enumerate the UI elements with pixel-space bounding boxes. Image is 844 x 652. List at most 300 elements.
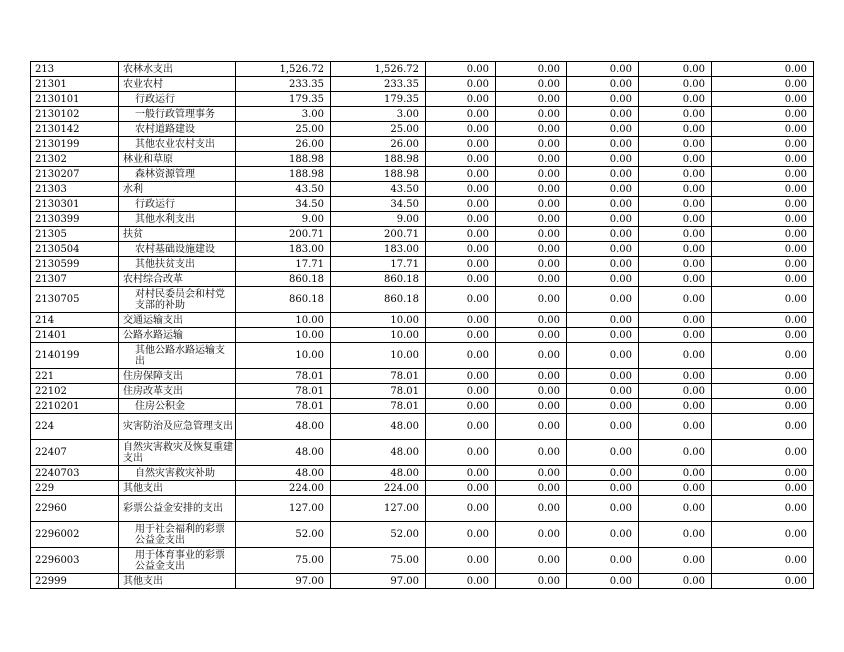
amount-cell: 0.00	[639, 92, 712, 107]
amount-cell: 0.00	[426, 182, 496, 197]
budget-table	[30, 61, 814, 589]
item-code: 229	[31, 481, 119, 496]
amount-cell: 48.00	[331, 440, 426, 466]
amount-cell: 0.00	[426, 496, 496, 522]
item-name: 农林水支出	[119, 62, 236, 77]
amount-cell: 26.00	[236, 137, 331, 152]
table-row	[31, 257, 814, 272]
table-row	[31, 182, 814, 197]
amount-cell: 0.00	[496, 369, 567, 384]
item-code: 2130102	[31, 107, 119, 122]
amount-cell: 17.71	[236, 257, 331, 272]
item-name: 其他支出	[119, 574, 236, 589]
item-name: 其他公路水路运输支出	[119, 343, 236, 369]
amount-cell: 860.18	[236, 287, 331, 313]
amount-cell: 0.00	[712, 287, 814, 313]
amount-cell: 0.00	[567, 399, 639, 414]
amount-cell: 0.00	[712, 197, 814, 212]
amount-cell: 0.00	[639, 466, 712, 481]
item-name: 自然灾害救灾及恢复重建支出	[119, 440, 236, 466]
item-code: 213	[31, 62, 119, 77]
amount-cell: 0.00	[712, 107, 814, 122]
amount-cell: 0.00	[712, 62, 814, 77]
amount-cell: 0.00	[639, 313, 712, 328]
item-code: 21305	[31, 227, 119, 242]
amount-cell: 78.01	[331, 369, 426, 384]
amount-cell: 0.00	[639, 182, 712, 197]
amount-cell: 0.00	[639, 369, 712, 384]
amount-cell: 0.00	[567, 242, 639, 257]
table-row	[31, 62, 814, 77]
amount-cell: 0.00	[496, 152, 567, 167]
amount-cell: 0.00	[639, 212, 712, 227]
amount-cell: 0.00	[426, 197, 496, 212]
amount-cell: 0.00	[496, 137, 567, 152]
amount-cell: 10.00	[236, 313, 331, 328]
item-code: 2240703	[31, 466, 119, 481]
amount-cell: 75.00	[331, 548, 426, 574]
table-row	[31, 152, 814, 167]
amount-cell: 0.00	[567, 440, 639, 466]
amount-cell: 183.00	[236, 242, 331, 257]
amount-cell: 0.00	[639, 574, 712, 589]
item-code: 2140199	[31, 343, 119, 369]
table-row	[31, 272, 814, 287]
amount-cell: 0.00	[567, 107, 639, 122]
amount-cell: 0.00	[567, 152, 639, 167]
amount-cell: 0.00	[567, 227, 639, 242]
amount-cell: 0.00	[639, 399, 712, 414]
item-name: 行政运行	[119, 92, 236, 107]
item-code: 2130399	[31, 212, 119, 227]
amount-cell: 0.00	[712, 466, 814, 481]
amount-cell: 0.00	[567, 343, 639, 369]
amount-cell: 43.50	[331, 182, 426, 197]
amount-cell: 0.00	[496, 227, 567, 242]
amount-cell: 0.00	[496, 384, 567, 399]
amount-cell: 224.00	[331, 481, 426, 496]
item-code: 2130504	[31, 242, 119, 257]
amount-cell: 0.00	[639, 287, 712, 313]
amount-cell: 0.00	[639, 522, 712, 548]
amount-cell: 0.00	[567, 197, 639, 212]
item-code: 2210201	[31, 399, 119, 414]
table-row	[31, 440, 814, 466]
amount-cell: 0.00	[639, 481, 712, 496]
amount-cell: 0.00	[712, 272, 814, 287]
amount-cell: 0.00	[496, 197, 567, 212]
amount-cell: 0.00	[567, 212, 639, 227]
amount-cell: 43.50	[236, 182, 331, 197]
amount-cell: 0.00	[712, 369, 814, 384]
amount-cell: 0.00	[567, 62, 639, 77]
item-code: 21307	[31, 272, 119, 287]
amount-cell: 0.00	[426, 212, 496, 227]
amount-cell: 0.00	[712, 399, 814, 414]
amount-cell: 48.00	[331, 466, 426, 481]
amount-cell: 0.00	[496, 182, 567, 197]
amount-cell: 0.00	[496, 62, 567, 77]
table-row	[31, 496, 814, 522]
amount-cell: 0.00	[426, 257, 496, 272]
table-row	[31, 313, 814, 328]
amount-cell: 0.00	[712, 440, 814, 466]
amount-cell: 78.01	[236, 399, 331, 414]
amount-cell: 0.00	[639, 107, 712, 122]
amount-cell: 0.00	[712, 92, 814, 107]
item-name: 彩票公益金安排的支出	[119, 496, 236, 522]
amount-cell: 0.00	[496, 399, 567, 414]
amount-cell: 0.00	[426, 522, 496, 548]
amount-cell: 0.00	[712, 167, 814, 182]
amount-cell: 34.50	[331, 197, 426, 212]
amount-cell: 0.00	[496, 77, 567, 92]
amount-cell: 97.00	[331, 574, 426, 589]
item-code: 214	[31, 313, 119, 328]
table-row	[31, 466, 814, 481]
item-code: 22407	[31, 440, 119, 466]
amount-cell: 0.00	[496, 414, 567, 440]
amount-cell: 0.00	[426, 466, 496, 481]
amount-cell: 0.00	[496, 257, 567, 272]
item-code: 21303	[31, 182, 119, 197]
amount-cell: 0.00	[496, 548, 567, 574]
amount-cell: 0.00	[426, 242, 496, 257]
amount-cell: 78.01	[236, 369, 331, 384]
amount-cell: 0.00	[496, 242, 567, 257]
amount-cell: 0.00	[712, 137, 814, 152]
amount-cell: 0.00	[712, 227, 814, 242]
amount-cell: 52.00	[236, 522, 331, 548]
amount-cell: 0.00	[567, 257, 639, 272]
table-row	[31, 548, 814, 574]
item-name: 交通运输支出	[119, 313, 236, 328]
table-row	[31, 167, 814, 182]
table-row	[31, 414, 814, 440]
amount-cell: 0.00	[639, 227, 712, 242]
item-name: 农村基础设施建设	[119, 242, 236, 257]
amount-cell: 0.00	[639, 328, 712, 343]
amount-cell: 188.98	[331, 152, 426, 167]
amount-cell: 34.50	[236, 197, 331, 212]
amount-cell: 0.00	[426, 574, 496, 589]
table-row	[31, 227, 814, 242]
amount-cell: 10.00	[331, 343, 426, 369]
item-code: 2130301	[31, 197, 119, 212]
table-row	[31, 197, 814, 212]
amount-cell: 0.00	[426, 440, 496, 466]
amount-cell: 0.00	[426, 481, 496, 496]
item-name: 农村综合改革	[119, 272, 236, 287]
item-name: 森林资源管理	[119, 167, 236, 182]
amount-cell: 0.00	[567, 287, 639, 313]
amount-cell: 0.00	[712, 496, 814, 522]
item-name: 一般行政管理事务	[119, 107, 236, 122]
amount-cell: 0.00	[496, 574, 567, 589]
amount-cell: 0.00	[639, 257, 712, 272]
amount-cell: 17.71	[331, 257, 426, 272]
amount-cell: 48.00	[331, 414, 426, 440]
amount-cell: 200.71	[331, 227, 426, 242]
table-row	[31, 242, 814, 257]
amount-cell: 0.00	[567, 574, 639, 589]
item-name: 住房改革支出	[119, 384, 236, 399]
item-code: 21301	[31, 77, 119, 92]
amount-cell: 0.00	[426, 167, 496, 182]
amount-cell: 0.00	[426, 227, 496, 242]
item-code: 2130101	[31, 92, 119, 107]
amount-cell: 0.00	[712, 122, 814, 137]
amount-cell: 0.00	[496, 313, 567, 328]
item-code: 2130142	[31, 122, 119, 137]
amount-cell: 860.18	[236, 272, 331, 287]
amount-cell: 0.00	[712, 343, 814, 369]
table-row	[31, 369, 814, 384]
table-row	[31, 481, 814, 496]
amount-cell: 9.00	[331, 212, 426, 227]
amount-cell: 0.00	[426, 313, 496, 328]
amount-cell: 25.00	[331, 122, 426, 137]
item-code: 22960	[31, 496, 119, 522]
amount-cell: 0.00	[639, 414, 712, 440]
amount-cell: 48.00	[236, 414, 331, 440]
amount-cell: 0.00	[567, 466, 639, 481]
amount-cell: 127.00	[236, 496, 331, 522]
amount-cell: 0.00	[426, 92, 496, 107]
amount-cell: 0.00	[426, 272, 496, 287]
item-name: 对村民委员会和村党支部的补助	[119, 287, 236, 313]
amount-cell: 0.00	[712, 242, 814, 257]
amount-cell: 26.00	[331, 137, 426, 152]
amount-cell: 0.00	[567, 92, 639, 107]
table-row	[31, 384, 814, 399]
item-name: 其他农业农村支出	[119, 137, 236, 152]
table-row	[31, 522, 814, 548]
table-row	[31, 287, 814, 313]
amount-cell: 0.00	[496, 287, 567, 313]
table-row	[31, 574, 814, 589]
amount-cell: 48.00	[236, 440, 331, 466]
amount-cell: 0.00	[426, 399, 496, 414]
amount-cell: 0.00	[496, 92, 567, 107]
amount-cell: 0.00	[712, 481, 814, 496]
amount-cell: 0.00	[639, 137, 712, 152]
table-row	[31, 343, 814, 369]
amount-cell: 0.00	[496, 481, 567, 496]
amount-cell: 188.98	[331, 167, 426, 182]
item-code: 22102	[31, 384, 119, 399]
item-name: 公路水路运输	[119, 328, 236, 343]
item-code: 2130207	[31, 167, 119, 182]
amount-cell: 188.98	[236, 152, 331, 167]
item-name: 用于体育事业的彩票公益金支出	[119, 548, 236, 574]
table-row	[31, 107, 814, 122]
amount-cell: 0.00	[426, 287, 496, 313]
amount-cell: 78.01	[331, 384, 426, 399]
amount-cell: 10.00	[236, 343, 331, 369]
amount-cell: 0.00	[496, 212, 567, 227]
amount-cell: 25.00	[236, 122, 331, 137]
amount-cell: 78.01	[236, 384, 331, 399]
amount-cell: 75.00	[236, 548, 331, 574]
item-code: 221	[31, 369, 119, 384]
amount-cell: 10.00	[236, 328, 331, 343]
item-code: 2130199	[31, 137, 119, 152]
amount-cell: 0.00	[639, 197, 712, 212]
item-name: 林业和草原	[119, 152, 236, 167]
item-name: 农村道路建设	[119, 122, 236, 137]
amount-cell: 0.00	[567, 137, 639, 152]
item-code: 22999	[31, 574, 119, 589]
amount-cell: 0.00	[567, 77, 639, 92]
amount-cell: 0.00	[639, 384, 712, 399]
item-code: 2130599	[31, 257, 119, 272]
amount-cell: 0.00	[567, 384, 639, 399]
amount-cell: 9.00	[236, 212, 331, 227]
item-name: 其他支出	[119, 481, 236, 496]
amount-cell: 0.00	[567, 522, 639, 548]
amount-cell: 0.00	[496, 107, 567, 122]
item-name: 住房公积金	[119, 399, 236, 414]
amount-cell: 48.00	[236, 466, 331, 481]
amount-cell: 97.00	[236, 574, 331, 589]
amount-cell: 860.18	[331, 287, 426, 313]
amount-cell: 0.00	[712, 414, 814, 440]
amount-cell: 0.00	[496, 122, 567, 137]
amount-cell: 860.18	[331, 272, 426, 287]
item-code: 21401	[31, 328, 119, 343]
amount-cell: 0.00	[567, 272, 639, 287]
amount-cell: 0.00	[426, 343, 496, 369]
amount-cell: 1,526.72	[236, 62, 331, 77]
table-row	[31, 92, 814, 107]
amount-cell: 0.00	[639, 548, 712, 574]
amount-cell: 0.00	[567, 496, 639, 522]
amount-cell: 0.00	[712, 257, 814, 272]
amount-cell: 0.00	[496, 328, 567, 343]
amount-cell: 0.00	[567, 313, 639, 328]
amount-cell: 0.00	[567, 481, 639, 496]
amount-cell: 0.00	[712, 212, 814, 227]
amount-cell: 52.00	[331, 522, 426, 548]
amount-cell: 3.00	[236, 107, 331, 122]
amount-cell: 183.00	[331, 242, 426, 257]
amount-cell: 78.01	[331, 399, 426, 414]
item-name: 用于社会福利的彩票公益金支出	[119, 522, 236, 548]
amount-cell: 0.00	[712, 522, 814, 548]
amount-cell: 0.00	[639, 122, 712, 137]
item-name: 农业农村	[119, 77, 236, 92]
amount-cell: 0.00	[567, 167, 639, 182]
amount-cell: 0.00	[567, 369, 639, 384]
amount-cell: 0.00	[426, 122, 496, 137]
amount-cell: 0.00	[639, 242, 712, 257]
amount-cell: 0.00	[712, 548, 814, 574]
amount-cell: 0.00	[426, 77, 496, 92]
amount-cell: 3.00	[331, 107, 426, 122]
item-code: 224	[31, 414, 119, 440]
amount-cell: 10.00	[331, 328, 426, 343]
amount-cell: 0.00	[496, 343, 567, 369]
amount-cell: 10.00	[331, 313, 426, 328]
amount-cell: 0.00	[426, 369, 496, 384]
amount-cell: 0.00	[496, 440, 567, 466]
amount-cell: 0.00	[567, 122, 639, 137]
table-row	[31, 137, 814, 152]
amount-cell: 233.35	[331, 77, 426, 92]
amount-cell: 0.00	[567, 548, 639, 574]
amount-cell: 179.35	[331, 92, 426, 107]
amount-cell: 0.00	[712, 182, 814, 197]
item-code: 2296002	[31, 522, 119, 548]
amount-cell: 0.00	[426, 107, 496, 122]
amount-cell: 0.00	[712, 152, 814, 167]
item-name: 扶贫	[119, 227, 236, 242]
amount-cell: 0.00	[639, 496, 712, 522]
amount-cell: 0.00	[496, 466, 567, 481]
amount-cell: 0.00	[639, 152, 712, 167]
amount-cell: 0.00	[712, 77, 814, 92]
amount-cell: 224.00	[236, 481, 331, 496]
amount-cell: 0.00	[639, 440, 712, 466]
table-row	[31, 77, 814, 92]
amount-cell: 0.00	[712, 384, 814, 399]
amount-cell: 0.00	[567, 182, 639, 197]
amount-cell: 0.00	[567, 414, 639, 440]
amount-cell: 0.00	[712, 328, 814, 343]
amount-cell: 0.00	[639, 167, 712, 182]
amount-cell: 0.00	[496, 496, 567, 522]
item-name: 自然灾害救灾补助	[119, 466, 236, 481]
amount-cell: 0.00	[426, 414, 496, 440]
table-row	[31, 328, 814, 343]
amount-cell: 0.00	[496, 167, 567, 182]
amount-cell: 0.00	[712, 574, 814, 589]
amount-cell: 0.00	[712, 313, 814, 328]
amount-cell: 188.98	[236, 167, 331, 182]
item-code: 2296003	[31, 548, 119, 574]
amount-cell: 0.00	[496, 522, 567, 548]
amount-cell: 0.00	[426, 62, 496, 77]
item-code: 2130705	[31, 287, 119, 313]
amount-cell: 0.00	[496, 272, 567, 287]
amount-cell: 0.00	[426, 137, 496, 152]
amount-cell: 0.00	[639, 77, 712, 92]
item-name: 其他水利支出	[119, 212, 236, 227]
item-name: 其他扶贫支出	[119, 257, 236, 272]
item-code: 21302	[31, 152, 119, 167]
amount-cell: 0.00	[426, 384, 496, 399]
amount-cell: 1,526.72	[331, 62, 426, 77]
amount-cell: 0.00	[639, 343, 712, 369]
amount-cell: 0.00	[639, 62, 712, 77]
amount-cell: 0.00	[426, 152, 496, 167]
table-row	[31, 399, 814, 414]
amount-cell: 0.00	[567, 328, 639, 343]
item-name: 水利	[119, 182, 236, 197]
table-row	[31, 212, 814, 227]
item-name: 行政运行	[119, 197, 236, 212]
item-name: 灾害防治及应急管理支出	[119, 414, 236, 440]
item-name: 住房保障支出	[119, 369, 236, 384]
amount-cell: 127.00	[331, 496, 426, 522]
amount-cell: 233.35	[236, 77, 331, 92]
amount-cell: 0.00	[639, 272, 712, 287]
amount-cell: 0.00	[426, 328, 496, 343]
amount-cell: 179.35	[236, 92, 331, 107]
amount-cell: 0.00	[426, 548, 496, 574]
amount-cell: 200.71	[236, 227, 331, 242]
